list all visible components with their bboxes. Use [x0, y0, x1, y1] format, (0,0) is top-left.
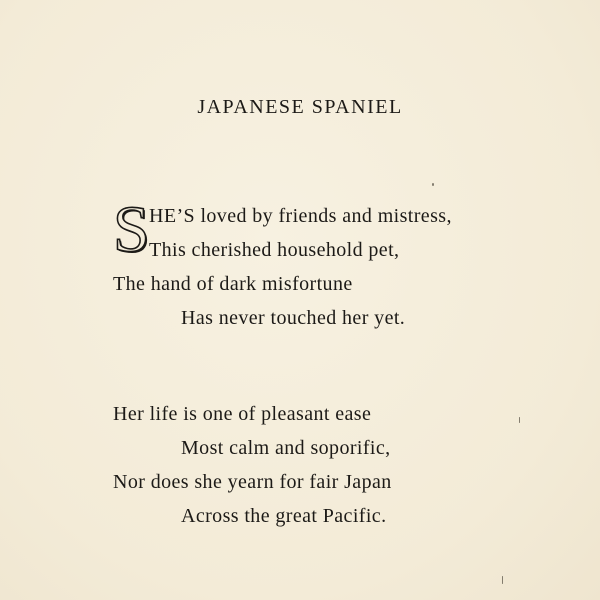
- paper-speck: [432, 183, 434, 186]
- verse-line-5: Her life is one of pleasant ease: [113, 403, 372, 425]
- paper-speck: [502, 576, 503, 584]
- verse-line-1: HE’S loved by friends and mistress,: [149, 205, 452, 227]
- stanza-1: [113, 193, 452, 335]
- verse-line-4: Has never touched her yet.: [181, 307, 406, 329]
- poem-title: JAPANESE SPANIEL: [197, 96, 403, 118]
- stanza-2: [113, 397, 392, 533]
- verse-line-6: Most calm and soporific,: [181, 437, 391, 459]
- verse-line-7: Nor does she yearn for fair Japan: [113, 471, 392, 493]
- drop-cap-letter: S: [113, 193, 151, 266]
- verse-line-3: The hand of dark misfortune: [113, 273, 353, 295]
- verse-line-2: This cherished household pet,: [149, 239, 400, 261]
- verse-line-8: Across the great Pacific.: [181, 505, 387, 527]
- paper-speck: [519, 417, 520, 423]
